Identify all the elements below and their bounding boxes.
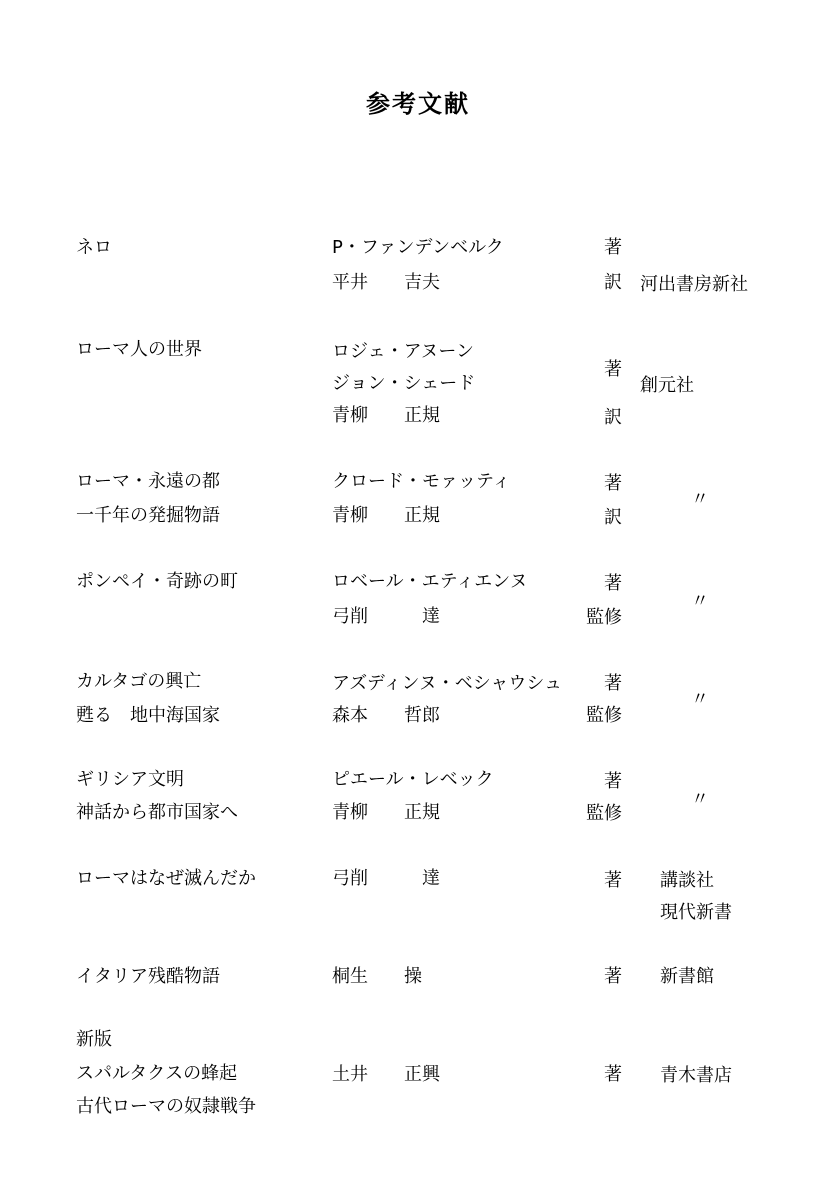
- entry-subtitle: 一千年の発掘物語: [76, 505, 220, 526]
- entry-author: クロード・モァッティ: [332, 471, 511, 492]
- entry-role: 訳: [604, 407, 622, 428]
- entry-author: アズディンヌ・ベシャウシュ: [332, 673, 563, 694]
- entry-title: ポンペイ・奇跡の町: [76, 571, 238, 592]
- entry-role: 著: [604, 573, 622, 594]
- entry-author: 土井 正興: [332, 1064, 440, 1085]
- entry-publisher: 青木書店: [660, 1065, 732, 1086]
- entry-role: 著: [604, 870, 622, 891]
- entry-supervisor: 弓削 達: [332, 606, 440, 627]
- entry-author: P・ファンデンベルク: [332, 237, 504, 258]
- entry-publisher: 新書館: [660, 966, 714, 987]
- entry-role: 訳: [604, 507, 622, 528]
- entry-edition: 新版: [76, 1029, 112, 1050]
- entry-publisher-ditto: 〃: [691, 789, 709, 810]
- entry-role: 著: [604, 673, 622, 694]
- entry-supervisor: 森本 哲郎: [332, 705, 440, 726]
- entry-series: 現代新書: [660, 902, 732, 923]
- entry-publisher: 講談社: [660, 870, 714, 891]
- entry-role: 監修: [586, 607, 622, 628]
- entry-publisher: 創元社: [640, 375, 694, 396]
- entry-title: ローマ人の世界: [76, 339, 202, 360]
- entry-role: 監修: [586, 705, 622, 726]
- entry-publisher-ditto: 〃: [691, 689, 709, 710]
- entry-publisher-ditto: 〃: [691, 489, 709, 510]
- entry-role: 著: [604, 1064, 622, 1085]
- entry-author: 桐生 操: [332, 966, 422, 987]
- entry-role: 訳: [604, 272, 622, 293]
- entry-publisher: 河出書房新社: [640, 274, 748, 295]
- entry-author: ロベール・エティエンヌ: [332, 571, 528, 592]
- entry-subtitle: 古代ローマの奴隷戦争: [76, 1096, 256, 1117]
- entry-title: ネロ: [76, 237, 112, 258]
- entry-translator: 平井 吉夫: [332, 272, 440, 293]
- entry-title: カルタゴの興亡: [76, 671, 202, 692]
- page-title: 参考文献: [366, 90, 470, 118]
- entry-title: イタリア残酷物語: [76, 966, 220, 987]
- entry-role: 著: [604, 966, 622, 987]
- entry-title: ローマはなぜ滅んだか: [76, 868, 256, 889]
- entry-role: 著: [604, 359, 622, 380]
- entry-publisher-ditto: 〃: [691, 591, 709, 612]
- entry-author: ピエール・レベック: [332, 769, 494, 790]
- entry-title: ギリシア文明: [76, 769, 184, 790]
- entry-translator: 青柳 正規: [332, 405, 440, 426]
- entry-translator: 青柳 正規: [332, 505, 440, 526]
- entry-role: 監修: [586, 803, 622, 824]
- entry-subtitle: 神話から都市国家へ: [76, 802, 238, 823]
- entry-role: 著: [604, 771, 622, 792]
- entry-title: スパルタクスの蜂起: [76, 1063, 238, 1084]
- entry-author: ロジェ・アヌーン: [332, 341, 475, 362]
- entry-subtitle: 甦る 地中海国家: [76, 705, 220, 726]
- entry-supervisor: 青柳 正規: [332, 802, 440, 823]
- entry-author: 弓削 達: [332, 868, 440, 889]
- entry-title: ローマ・永遠の都: [76, 471, 220, 492]
- entry-role: 著: [604, 237, 622, 258]
- entry-author: ジョン・シェード: [332, 373, 476, 394]
- entry-role: 著: [604, 473, 622, 494]
